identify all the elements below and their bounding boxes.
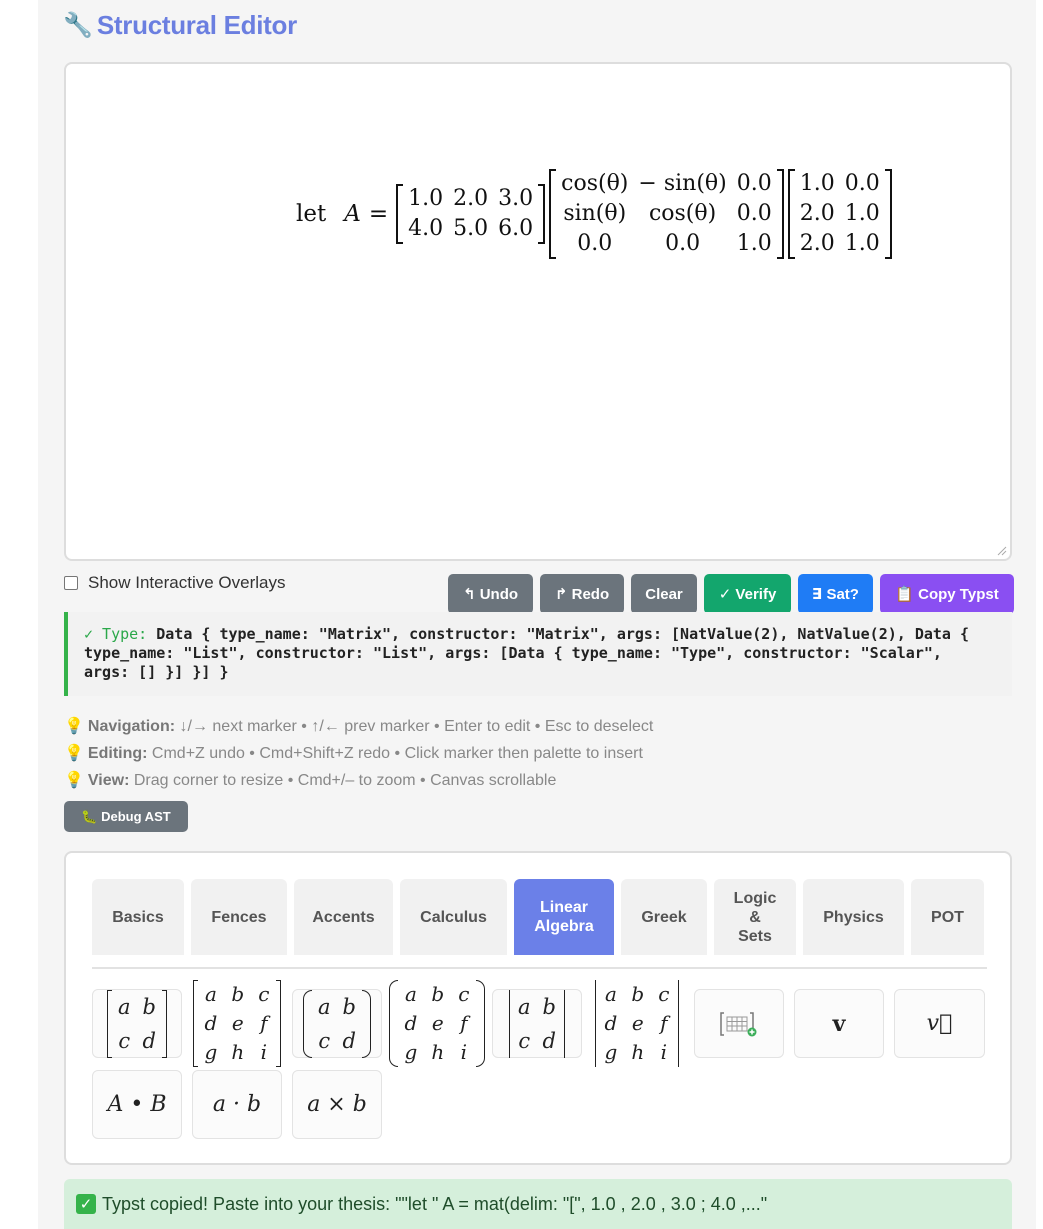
preview-cell: c: [118, 1028, 131, 1053]
matrix-cell[interactable]: 2.0: [453, 186, 489, 211]
matrix-preview: [593, 980, 682, 1067]
preview-cell: b: [342, 994, 356, 1019]
matrix-preview-table: [598, 980, 677, 1067]
clear-button[interactable]: Clear: [631, 574, 697, 614]
vmatrix-2x2-tile[interactable]: [492, 989, 582, 1058]
preview-cell: a: [404, 982, 417, 1006]
tab-logic-sets[interactable]: Logic & Sets: [714, 879, 796, 955]
matrix-cell[interactable]: 6.0: [498, 216, 534, 241]
bracket-left: [788, 169, 795, 259]
matrix-cell[interactable]: − sin(θ): [638, 171, 727, 196]
preview-cell: d: [604, 1011, 618, 1035]
vmatrix-3x3-tile[interactable]: [592, 982, 682, 1064]
vector-arrow-symbol: v⃗: [926, 1011, 953, 1036]
editor-canvas[interactable]: [64, 62, 1012, 561]
matrix-cell[interactable]: 4.0: [408, 216, 444, 241]
tip-title: Navigation:: [87, 718, 176, 735]
tip-text: Cmd+Z undo • Cmd+Shift+Z redo • Click marker then palette to insert: [151, 745, 643, 762]
matrix-cell[interactable]: cos(θ): [561, 171, 629, 196]
matrix-preview-table: [512, 990, 562, 1058]
preview-cell: a: [604, 982, 617, 1006]
let-keyword: let: [296, 201, 327, 227]
overlays-label: Show Interactive Overlays: [88, 573, 286, 592]
tab-greek[interactable]: Greek: [621, 879, 707, 955]
pmatrix-3x3-tile[interactable]: [392, 982, 482, 1064]
matrix-cell[interactable]: 2.0: [799, 231, 835, 256]
matrix-2-table: [556, 169, 777, 259]
preview-cell: b: [142, 994, 156, 1019]
lightbulb-icon: 💡: [64, 718, 84, 735]
matrix-1-table: [403, 184, 538, 244]
matrix-cell[interactable]: 0.0: [665, 231, 701, 256]
lightbulb-icon: 💡: [64, 772, 84, 789]
bold-vector-tile[interactable]: [794, 989, 884, 1058]
matrix-cell[interactable]: sin(θ): [563, 201, 627, 226]
tab-physics[interactable]: Physics: [803, 879, 904, 955]
preview-cell: i: [660, 1040, 668, 1064]
matrix-cell[interactable]: 1.0: [799, 171, 835, 196]
matrix-preview: [507, 990, 567, 1058]
preview-cell: h: [231, 1040, 245, 1064]
matrix-preview: [107, 990, 167, 1058]
paren-left: [303, 990, 312, 1058]
bracket-right: [777, 169, 784, 259]
overlays-checkbox[interactable]: [64, 576, 78, 590]
tip-editing: [64, 740, 653, 767]
tab-linear-algebra[interactable]: Linear Algebra: [514, 879, 614, 955]
preview-cell: h: [431, 1040, 445, 1064]
check-icon: ✓: [76, 1194, 96, 1214]
preview-cell: h: [631, 1040, 645, 1064]
tips-list: [64, 713, 653, 794]
matrix-cell[interactable]: 1.0: [736, 231, 772, 256]
matrix-cell[interactable]: 5.0: [453, 216, 489, 241]
symbol-palette: [64, 851, 1012, 1165]
wrench-icon: 🔧: [63, 12, 93, 39]
matrix-1[interactable]: [396, 184, 545, 244]
bracket-right: [885, 169, 892, 259]
preview-cell: i: [460, 1040, 468, 1064]
matrix-builder-tile[interactable]: [694, 989, 784, 1058]
preview-cell: g: [204, 1040, 218, 1064]
bar-left: [595, 980, 596, 1067]
preview-cell: b: [631, 982, 645, 1006]
preview-cell: e: [631, 1011, 644, 1035]
preview-cell: a: [118, 994, 131, 1019]
bar-right: [564, 990, 565, 1058]
vector-arrow-tile[interactable]: [894, 989, 985, 1058]
preview-cell: b: [542, 994, 556, 1019]
type-text: Data { type_name: "Matrix", constructor: "Matrix", args: [NatValue(2), NatValue(2), Data { type_name: "List", constructor: "List", args: [Data { type_name: "Type", constructor: "Scalar", args: [] }] }] }: [84, 625, 970, 681]
bracket-right: [538, 184, 545, 244]
bar-right: [678, 980, 679, 1067]
resize-handle-icon[interactable]: [997, 546, 1007, 556]
tip-text: Drag corner to resize • Cmd+/– to zoom • Canvas scrollable: [133, 772, 557, 789]
toast-message: Typst copied! Paste into your thesis: ""let " A = mat(delim: "[", 1.0 , 2.0 , 3.0 ; 4.0 ,...": [102, 1193, 768, 1214]
preview-cell: c: [318, 1028, 331, 1053]
bmatrix-3x3-tile[interactable]: [192, 982, 282, 1064]
cross-product-tile[interactable]: [292, 1070, 382, 1139]
paren-right: [362, 990, 371, 1058]
matrix-preview-table: [112, 990, 162, 1058]
matrix-preview: [389, 980, 486, 1067]
verify-button[interactable]: ✓ Verify: [704, 574, 791, 614]
matrix-3-table: [795, 169, 885, 259]
tab-divider: [92, 967, 987, 969]
equals-sign: =: [368, 201, 389, 227]
bracket-right: [276, 980, 281, 1067]
preview-cell: a: [318, 994, 331, 1019]
matrix-preview-table: [398, 980, 477, 1067]
matrix-cell[interactable]: 0.0: [844, 171, 880, 196]
sat-button[interactable]: ∃ Sat?: [798, 574, 873, 614]
grid-matrix-icon: [720, 1010, 758, 1038]
matrix-cell[interactable]: 0.0: [736, 171, 772, 196]
preview-cell: e: [231, 1011, 244, 1035]
preview-cell: g: [404, 1040, 418, 1064]
matrix-2[interactable]: [549, 169, 784, 259]
tab-accents[interactable]: Accents: [294, 879, 393, 955]
preview-cell: d: [542, 1028, 556, 1053]
bullet-product-tile[interactable]: [92, 1070, 182, 1139]
type-info-panel: [64, 612, 1012, 696]
matrix-cell[interactable]: 1.0: [844, 231, 880, 256]
tip-text: ↓/→ next marker • ↑/← prev marker • Enter to edit • Esc to deselect: [179, 718, 654, 735]
preview-cell: a: [204, 982, 217, 1006]
palette-tabs: [92, 879, 984, 955]
bar-left: [509, 990, 510, 1058]
preview-cell: d: [204, 1011, 218, 1035]
variable-a[interactable]: A: [344, 201, 361, 227]
paren-left: [389, 980, 398, 1067]
matrix-preview-table: [312, 990, 362, 1058]
dot-product-tile[interactable]: [192, 1070, 282, 1139]
bracket-left: [396, 184, 403, 244]
bullet-product-symbol: A • B: [107, 1092, 167, 1117]
matrix-cell[interactable]: 0.0: [736, 201, 772, 226]
dot-product-symbol: a · b: [212, 1092, 262, 1117]
tab-basics[interactable]: Basics: [92, 879, 184, 955]
editor-toolbar: [448, 574, 1014, 614]
paren-right: [476, 980, 485, 1067]
matrix-cell[interactable]: cos(θ): [648, 201, 717, 226]
page-header: [63, 10, 297, 41]
lightbulb-icon: 💡: [64, 745, 84, 762]
bmatrix-2x2-tile[interactable]: [92, 989, 182, 1058]
bracket-right: [162, 990, 167, 1058]
matrix-cell[interactable]: 3.0: [498, 186, 534, 211]
preview-cell: c: [258, 982, 270, 1006]
tip-title: Editing:: [87, 745, 148, 762]
tip-navigation: [64, 713, 653, 740]
tab-calculus[interactable]: Calculus: [400, 879, 507, 955]
matrix-preview: [303, 990, 371, 1058]
preview-cell: d: [342, 1028, 356, 1053]
cross-product-symbol: a × b: [307, 1092, 367, 1117]
matrix-cell[interactable]: 1.0: [408, 186, 444, 211]
bracket-left: [549, 169, 556, 259]
copy-typst-button[interactable]: 📋 Copy Typst: [880, 574, 1014, 614]
preview-cell: d: [142, 1028, 156, 1053]
tip-title: View:: [87, 772, 130, 789]
type-label: ✓ Type:: [84, 625, 148, 643]
preview-cell: f: [660, 1011, 668, 1035]
preview-cell: a: [518, 994, 531, 1019]
redo-button[interactable]: ↱ Redo: [540, 574, 624, 614]
overlays-toggle[interactable]: [64, 573, 285, 593]
preview-cell: b: [431, 982, 445, 1006]
tab-fences[interactable]: Fences: [191, 879, 287, 955]
preview-cell: d: [404, 1011, 418, 1035]
page-title: Structural Editor: [96, 10, 297, 40]
matrix-cell[interactable]: 1.0: [844, 201, 880, 226]
copy-success-toast: [64, 1179, 1012, 1229]
preview-cell: e: [431, 1011, 444, 1035]
tip-view: [64, 767, 653, 794]
bold-v-symbol: v: [832, 1010, 846, 1037]
preview-cell: c: [458, 982, 470, 1006]
tab-pot[interactable]: POT: [911, 879, 984, 955]
debug-ast-button[interactable]: 🐛 Debug AST: [64, 801, 188, 832]
preview-cell: i: [260, 1040, 268, 1064]
preview-cell: f: [460, 1011, 468, 1035]
pmatrix-2x2-tile[interactable]: [292, 989, 382, 1058]
matrix-3[interactable]: [788, 169, 892, 259]
preview-cell: c: [518, 1028, 531, 1053]
preview-cell: b: [231, 982, 245, 1006]
matrix-cell[interactable]: 0.0: [577, 231, 613, 256]
matrix-cell[interactable]: 2.0: [799, 201, 835, 226]
matrix-preview: [193, 980, 282, 1067]
preview-cell: g: [604, 1040, 618, 1064]
matrix-preview-table: [198, 980, 277, 1067]
preview-cell: f: [260, 1011, 268, 1035]
math-expression[interactable]: [296, 169, 896, 259]
undo-button[interactable]: ↰ Undo: [448, 574, 533, 614]
preview-cell: c: [658, 982, 670, 1006]
